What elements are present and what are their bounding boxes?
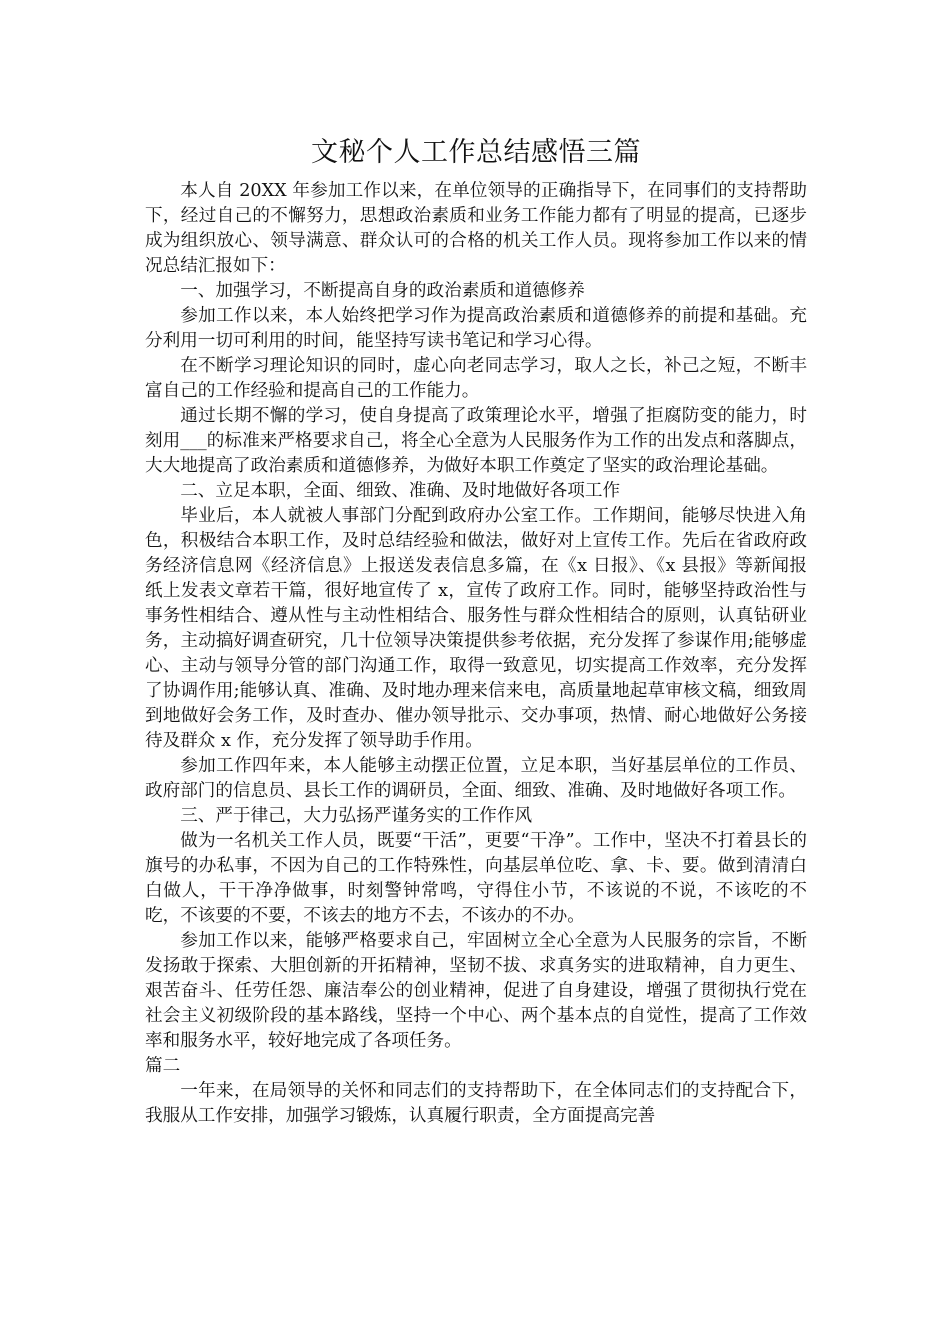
paragraph: 毕业后，本人就被人事部门分配到政府办公室工作。工作期间，能够尽快进入角色，积极结合本职工作，及时总结经验和做法，做好对上宣传工作。先后在省政府政务经济信息网《经济信息》上报送发表信息多篇，在《x 日报》、《x 县报》等新闻报纸上发表文章若干篇，很好地宣传了 x，宣传了政府工作。同时，能够坚持政治性与事务性相结合、遵从性与主动性相结合、服务性与群众性相结合的原则，认真钻研业务，主动搞好调查研究，几十位领导决策提供参考依据，充分发挥了参谋作用;能够虚心、主动与领导分管的部门沟通工作，取得一致意见，切实提高工作效率，充分发挥了协调作用;能够认真、准确、及时地办理来信来电，高质量地起草审核文稿，细致周到地做好会务工作，及时查办、催办领导批示、交办事项，热情、耐心地做好公务接待及群众 x 作，充分发挥了领导助手作用。 xyxy=(145,506,807,751)
paragraph: 通过长期不懈的学习，使自身提高了政策理论水平，增强了拒腐防变的能力，时刻用___的标准来严格要求自己，将全心全意为人民服务作为工作的出发点和落脚点，大大地提高了政治素质和道德修养，为做好本职工作奠定了坚实的政治理论基础。 xyxy=(145,406,807,476)
paragraph: 篇二 xyxy=(145,1056,181,1076)
paragraph: 在不断学习理论知识的同时，虚心向老同志学习，取人之长，补己之短，不断丰富自己的工作经验和提高自己的工作能力。 xyxy=(145,356,807,401)
paragraph: 参加工作四年来，本人能够主动摆正位置，立足本职，当好基层单位的工作员、政府部门的信息员、县长工作的调研员，全面、细致、准确、及时地做好各项工作。 xyxy=(145,756,807,801)
paragraph: 二、立足本职，全面、细致、准确、及时地做好各项工作 xyxy=(180,481,621,501)
paragraph: 参加工作以来，本人始终把学习作为提高政治素质和道德修养的前提和基础。充分利用一切可利用的时间，能坚持写读书笔记和学习心得。 xyxy=(145,306,807,351)
paragraph: 一、加强学习，不断提高自身的政治素质和道德修养 xyxy=(180,281,585,301)
paragraph: 做为一名机关工作人员，既要“干活”，更要“干净”。工作中，坚决不打着县长的旗号的办私事，不因为自己的工作特殊性，向基层单位吃、拿、卡、要。做到清清白白做人，干干净净做事，时刻警钟常鸣，守得住小节，不该说的不说，不该吃的不吃，不该要的不要，不该去的地方不去，不该办的不办。 xyxy=(145,831,807,926)
paragraph: 三、严于律己，大力弘扬严谨务实的工作作风 xyxy=(180,806,533,826)
document-page xyxy=(145,133,807,1129)
paragraph: 参加工作以来，能够严格要求自己，牢固树立全心全意为人民服务的宗旨，不断发扬敢于探索、大胆创新的开拓精神，坚韧不拔、求真务实的进取精神，自力更生、艰苦奋斗、任劳任怨、廉洁奉公的创业精神，促进了自身建设，增强了贯彻执行党在社会主义初级阶段的基本路线，坚持一个中心、两个基本点的自觉性，提高了工作效率和服务水平，较好地完成了各项任务。 xyxy=(145,931,807,1051)
paragraph: 一年来，在局领导的关怀和同志们的支持帮助下，在全体同志们的支持配合下，我服从工作安排，加强学习锻炼，认真履行职责，全方面提高完善 xyxy=(145,1081,807,1126)
paragraph: 本人自 20XX 年参加工作以来，在单位领导的正确指导下，在同事们的支持帮助下，经过自己的不懈努力，思想政治素质和业务工作能力都有了明显的提高，已逐步成为组织放心、领导满意、群众认可的合格的机关工作人员。现将参加工作以来的情况总结汇报如下： xyxy=(145,181,807,276)
document-title: 文秘个人工作总结感悟三篇 xyxy=(311,137,641,168)
document-body xyxy=(145,179,807,1129)
